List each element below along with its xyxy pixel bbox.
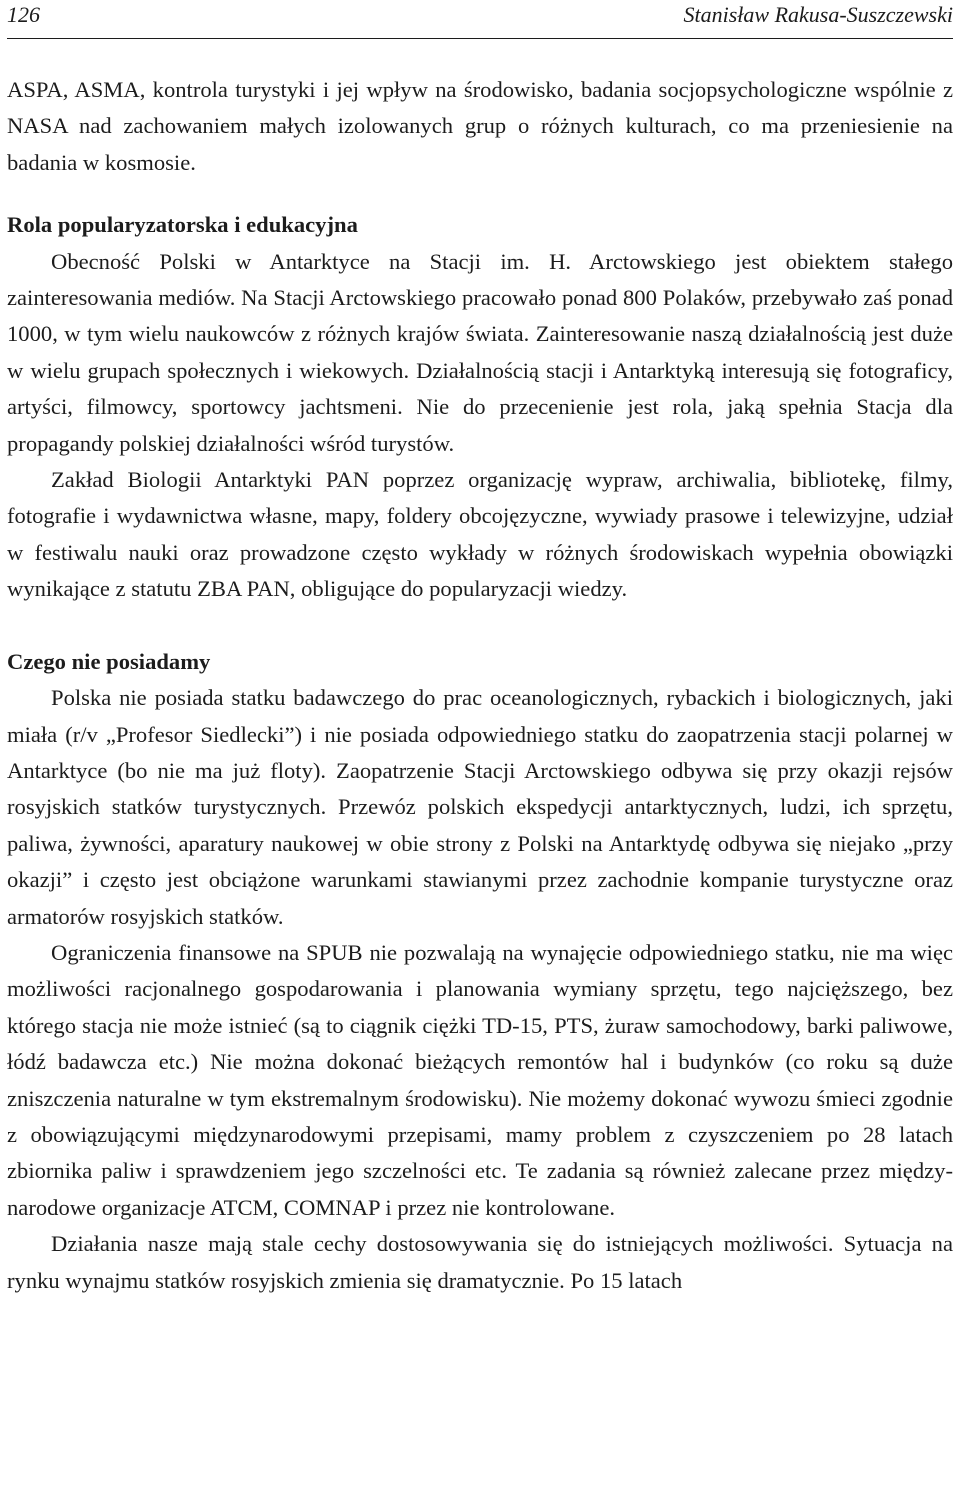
rola-paragraph-2: Zakład Biologii Antarktyki PAN poprzez organizację wypraw, archiwalia, bibliotekę, filmy, fotografie i wydawnictwa własne, mapy, foldery obcojęzyczne, wywiady prasowe i telewizyjne, udział w festiwalu nauki oraz prowadzone często wykłady w różnych środowiskach wypełnia obowiązki wynikające z statutu ZBA PAN, obligujące do popularyzacji wiedzy.: [7, 467, 953, 602]
header-rule: [7, 38, 953, 39]
section-gap: [7, 181, 953, 207]
page-number: 126: [7, 2, 40, 27]
intro-paragraph: ASPA, ASMA, kontrola turystyki i jej wpływ na środowisko, badania socjopsychologiczne wspólnie z NASA nad zachowaniem małych izolowanych grup o różnych kulturach, co ma przeniesienie na badania w kosmosie.: [7, 77, 953, 175]
czego-paragraph-2: Ograniczenia finansowe na SPUB nie pozwalają na wynajęcie odpowiedniego statku, nie ma więc możliwości racjonalnego gospodarowania i planowania wymiany sprzętu, tego najcięższego, bez którego stacja nie może istnieć (są to ciągnik ciężki TD-15, PTS, żuraw samochodowy, barki paliwowe, łódź badawcza etc.) Nie można dokonać bieżących remontów hal i budynków (co roku są duże zniszczenia naturalne w tym ekstremalnym środowisku). Nie możemy dokonać wywozu śmieci zgodnie z obowiązującymi międzynarodowymi przepisami, mamy problem z czyszczeniem po 28 latach zbiornika paliw i sprawdzeniem jego szczelności etc. Te zadania są również zalecane przez międzynarodowe organizacje ATCM, COMNAP i przez nie kontrolowane.: [7, 939, 953, 1220]
rola-paragraph-1: Obecność Polski w Antarktyce na Stacji im. H. Arctowskiego jest obiektem stałego zainteresowania mediów. Na Stacji Arctowskiego pracowało ponad 800 Polaków, przebywało zaś ponad 1000, w tym wielu naukowców z różnych krajów świata. Zainteresowanie naszą działalnością jest duże w wielu grupach społecznych i wiekowych. Działalnością stacji i Antarktyką interesują się fotograficy, artyści, filmowcy, sportowcy jachtsmeni. Nie do przecenienie jest rola, jaką spełnia Stacja dla propagandy polskiej działalności wśród turystów.: [7, 248, 953, 456]
section-gap: [7, 608, 953, 644]
running-head-author: Stanisław Rakusa-Suszczewski: [683, 2, 953, 27]
czego-paragraph-3: Działania nasze mają stale cechy dostosowywania się do istniejących możliwości. Sytuacja na rynku wynajmu statków rosyjskich zmienia się dramatycznie. Po 15 latach: [7, 1231, 953, 1293]
body-text: [7, 72, 953, 1299]
document-page: [7, 0, 953, 1293]
czego-paragraph-1: Polska nie posiada statku badawczego do prac oceanologicznych, rybackich i biologicznych, jaki miała (r/v „Profesor Siedlecki”) i nie posiada odpowiedniego statku do zaopatrzenia stacji polarnej w Antarktyce (bo nie ma już floty). Zaopatrzenie Stacji Arctowskiego odbywa się przy okazji rejsów rosyjskich statków turystycznych. Przewóz polskich ekspedycji antarktycznych, ludzi, ich sprzętu, paliwa, żywności, aparatury naukowej w obie strony z Polski na Antarktydę odbywa się niejako „przy okazji” i często jest obciążone warunkami stawianymi przez zachodnie kompanie turystyczne oraz armatorów rosyjskich statków.: [7, 685, 953, 929]
running-header: [7, 0, 953, 30]
section-heading-czego: Czego nie posiadamy: [7, 648, 211, 674]
section-heading-rola: Rola popularyzatorska i edukacyjna: [7, 212, 358, 238]
